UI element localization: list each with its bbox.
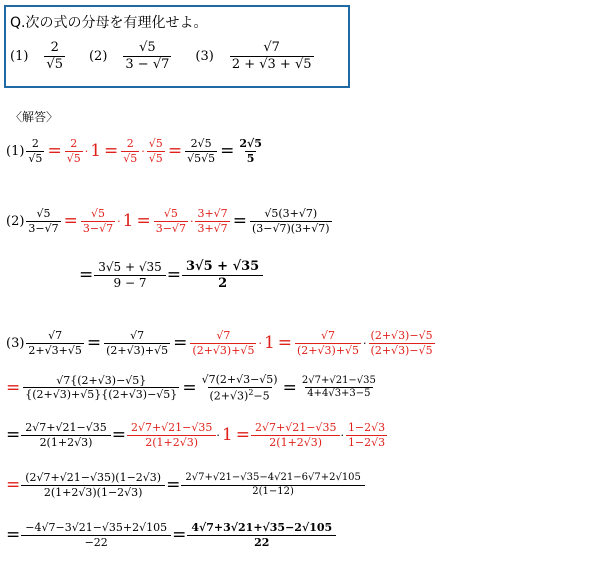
p3-l4-eq1: = xyxy=(166,475,181,496)
p2-eq1: = xyxy=(63,211,78,232)
p1-f0: $\frac{2}{√5}$ xyxy=(28,137,43,165)
q1-label: (1) xyxy=(10,48,29,64)
p3-l2-f1: $\frac{√7(2+√3-√5)}{(2+√3)^2-5}$ xyxy=(201,373,278,403)
p3-l5-eq0: = xyxy=(6,525,21,546)
p3-l1-eq3: = xyxy=(277,333,293,354)
p3-l1-one: 1 xyxy=(263,333,275,354)
p1-f4: $\frac{2√5}{√5√5}$ xyxy=(187,137,216,165)
p2-f6: $\frac{3√5 + √35}{2}$ xyxy=(184,260,261,290)
p2-f3: $\frac{3+√7}{3+√7}$ xyxy=(197,207,228,235)
p2-eq2: = xyxy=(136,211,151,232)
p3-l4-eq0: = xyxy=(6,475,21,496)
q2-label: (2) xyxy=(88,48,108,64)
p3-l1-f1: $\frac{√7}{(2+√3)+√5}$ xyxy=(106,329,169,357)
p3-l3-f0: $\frac{2√7+√21-√35}{2(1+2√3)}$ xyxy=(23,422,108,448)
p3-l1-dot2: · xyxy=(363,336,367,350)
p3-l2-eq0: = xyxy=(6,377,21,398)
q1-fraction: 2 √5 xyxy=(46,40,63,72)
p1-eq1: = xyxy=(47,141,62,162)
p3-l5-f1: $\frac{4√7+3√21+√35-2√105}{22}$ xyxy=(189,522,334,548)
part3-line4 xyxy=(6,472,363,498)
p3-l1-f4: (2+√3)−√5 (2+√3)−√5 xyxy=(370,329,433,357)
p3-l3-dot1: · xyxy=(216,428,220,442)
p1-f1: $\frac{2}{√5}$ xyxy=(66,137,81,165)
part3-line1 xyxy=(6,330,435,356)
question-box xyxy=(4,5,350,88)
p1-eq2: = xyxy=(104,141,119,162)
p3-l2-f2: $\frac{2√7+√21-√35}{4+4√3+3-5}$ xyxy=(301,374,376,400)
question-items xyxy=(10,41,314,71)
p3-l1-eq1: = xyxy=(86,333,102,354)
p3-l1-dot1: · xyxy=(258,336,262,350)
p1-dot1: · xyxy=(84,144,89,158)
p1-eq3: = xyxy=(167,141,183,162)
p3-l2-eq1: = xyxy=(182,377,197,398)
part2-line1 xyxy=(6,208,332,234)
p1-f3: $\frac{√5}{√5}$ xyxy=(148,137,163,165)
p3-l3-f3: 1−2√3 1−2√3 xyxy=(347,421,386,449)
p2-one: 1 xyxy=(122,211,134,232)
part3-line5 xyxy=(6,522,334,548)
p3-l3-f1: $\frac{2√7+√21-√35}{2(1+2√3)}$ xyxy=(129,422,214,448)
question-prompt: Q.次の式の分母を有理化せよ。 xyxy=(10,15,208,31)
p3-l2-f0: $\frac{√7\{(2+√3)-√5\}}{\{(2+√3)+√5\}\{(2+√3)-√5\}}$ xyxy=(25,373,178,402)
part1-line xyxy=(6,138,264,164)
p3-l2-eq2: = xyxy=(282,377,297,398)
p3-l3-eq1: = xyxy=(111,425,126,446)
part1-label: (1) xyxy=(6,143,25,159)
p3-l4-f1: $\frac{2√7+√21-√35-4√21-6√7+2√105}{2(1-12)}$ xyxy=(183,473,363,497)
part3-line2 xyxy=(6,374,378,402)
p3-l4-f0: $\frac{(2√7+√21-√35)(1-2√3)}{2(1+2√3)(1-2√3)}$ xyxy=(23,472,163,498)
p3-l1-f3: $\frac{√7}{(2+√3)+√5}$ xyxy=(297,329,360,357)
part3-label: (3) xyxy=(6,335,25,351)
p3-l5-f0: $\frac{-4√7-3√21-√35+2√105}{-22}$ xyxy=(23,522,169,548)
q2-fraction: √5 3 − √7 xyxy=(125,40,170,72)
p3-l1-eq2: = xyxy=(173,333,188,354)
p2-eq4: = xyxy=(79,265,94,286)
p3-l3-f2: $\frac{2√7+√21-√35}{2(1+2√3)}$ xyxy=(253,422,338,448)
p1-f2: $\frac{2}{√5}$ xyxy=(123,137,138,165)
p3-l3-eq2: = xyxy=(235,425,250,446)
p2-dot2: · xyxy=(189,214,194,228)
p1-dot2: · xyxy=(141,144,145,158)
p1-one: 1 xyxy=(90,141,102,162)
answer-heading: 〈解答〉 xyxy=(10,110,59,124)
p1-f5: $\frac{2√5}{5}$ xyxy=(239,137,262,165)
q3-label: (3) xyxy=(195,48,214,64)
p2-f2: $\frac{√5}{3-√7}$ xyxy=(155,207,186,235)
p2-dot1: · xyxy=(117,214,121,228)
p2-eq3: = xyxy=(232,211,247,232)
p3-l1-f2: $\frac{√7}{(2+√3)+√5}$ xyxy=(192,329,255,357)
p2-eq5: = xyxy=(166,265,182,286)
p2-f1: $\frac{√5}{3-√7}$ xyxy=(82,207,114,235)
p3-l3-one: 1 xyxy=(221,425,233,446)
p2-f5: $\frac{3√5 + √35}{9 - 7}$ xyxy=(96,261,164,289)
p3-l3-dot2: · xyxy=(340,428,344,442)
p3-l1-f0: $\frac{√7}{2+√3+√5}$ xyxy=(28,329,82,357)
p2-f0: $\frac{√5}{3-√7}$ xyxy=(28,207,59,235)
q3-fraction: √7 2 + √3 + √5 xyxy=(231,40,312,72)
p3-l5-eq1: = xyxy=(172,525,187,546)
part2-label: (2) xyxy=(6,213,25,229)
p2-f4: $\frac{√5(3+√7)}{(3-√7)(3+√7)}$ xyxy=(251,207,330,235)
part3-line3 xyxy=(6,422,387,448)
p3-l3-eq0: = xyxy=(6,425,21,446)
part2-line2 xyxy=(76,260,261,290)
p1-eq4: = xyxy=(220,141,235,162)
